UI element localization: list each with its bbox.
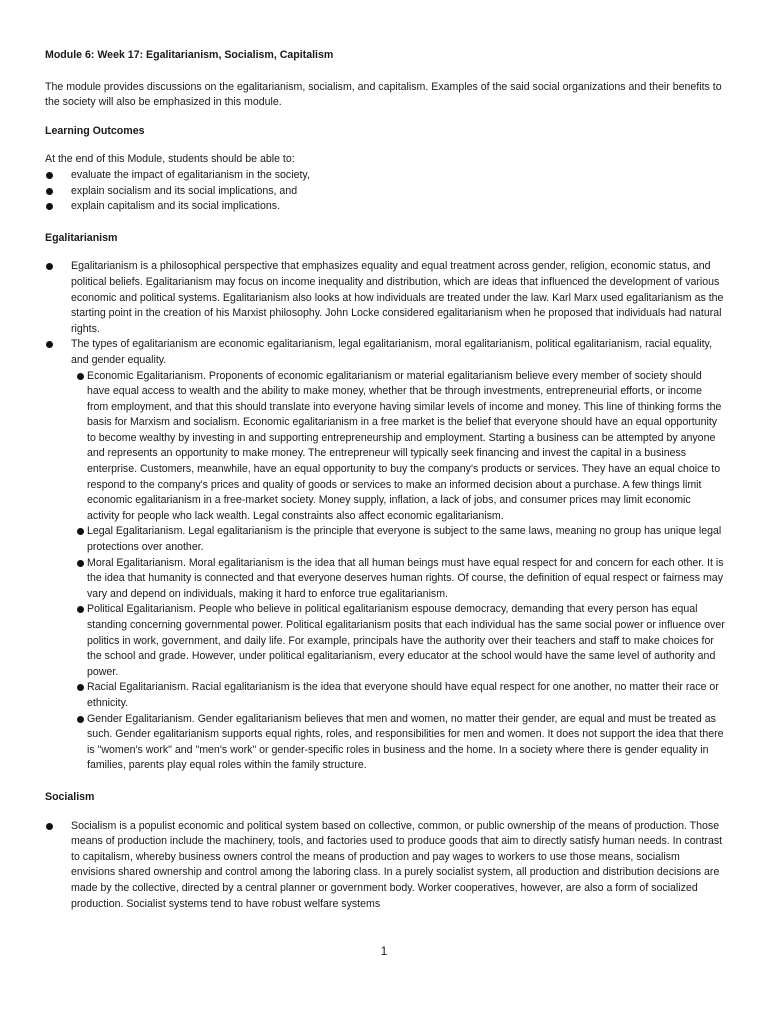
list-item: Egalitarianism is a philosophical perspective that emphasizes equality and equal treatment across gender, religion, economic status, and political beliefs. Egalitarianism may focus on income inequality and distribution, which are ideas that influenced the development of various economic and political systems. Egalitarianism also looks at how individuals are treated under the law. Karl Marx used egalitarianism as the starting point in the creation of his Marxist philosophy. John Locke considered egalitarianism when he proposed that individuals had natural rights. xyxy=(45,259,725,337)
list-item: Economic Egalitarianism. Proponents of economic egalitarianism or material egalitarianism believe every member of society should have equal access to wealth and the ability to make money, whether that be through investments, entrepreneurial efforts, or income from employment, and that this should translate into everyone having similar levels of income and money. This line of thinking forms the basis for Marxism and socialism. Economic egalitarianism in a free market is the belief that everyone should have an equal opportunity to become wealthy by investing in and supporting entrepreneurship and employment. Starting a business can be attempted by anyone and represents an opportunity to make money. The entrepreneur will typically seek financing and invest the capital in a business enterprise. Customers, meanwhile, have an equal opportunity to buy the company's products or services. They have an equal choice to respond to the company's prices and quality of goods or services to make an informed decision about a purchase. A few things limit economic egalitarianism in a free-market society. Money supply, inflation, a lack of jobs, and consumer prices may limit economic activity for people who lack wealth. Legal constraints also affect economic egalitarianism. xyxy=(45,369,725,525)
list-item xyxy=(45,337,725,774)
egalitarianism-heading: Egalitarianism xyxy=(45,231,118,244)
list-item: evaluate the impact of egalitarianism in the society, xyxy=(45,168,725,184)
learning-outcomes-heading: Learning Outcomes xyxy=(45,124,145,137)
learning-outcomes-list xyxy=(45,168,725,215)
list-item: Legal Egalitarianism. Legal egalitarianism is the principle that everyone is subject to the same laws, meaning no group has unique legal protections over another. xyxy=(45,524,725,555)
egalitarianism-list xyxy=(45,259,725,774)
types-lead: The types of egalitarianism are economic egalitarianism, legal egalitarianism, moral egalitarianism, political egalitarianism, racial equality, and gender equality. xyxy=(71,338,713,366)
learning-outcomes-lead: At the end of this Module, students should be able to: xyxy=(45,153,295,166)
egalitarianism-types-list xyxy=(45,369,725,774)
list-item: Gender Egalitarianism. Gender egalitarianism believes that men and women, no matter their gender, are equal and must be treated as such. Gender egalitarianism supports equal rights, roles, and responsibilities for men and women. It does not support the idea that there is "women's work" and "men's work" or gender-specific roles in business and the home. In a society where there is gender equality in families, parents play equal roles within the family structure. xyxy=(45,712,725,774)
list-item: Racial Egalitarianism. Racial egalitarianism is the idea that everyone should have equal respect for one another, no matter their race or ethnicity. xyxy=(45,680,725,711)
list-item: Moral Egalitarianism. Moral egalitarianism is the idea that all human beings must have equal respect for and concern for each other. It is the idea that humanity is connected and that everyone deserves human rights. Of course, the definition of equal respect or fairness may vary and depend on individuals, making it hard to enforce true egalitarianism. xyxy=(45,556,725,603)
list-item: Socialism is a populist economic and political system based on collective, common, or public ownership of the means of production. Those means of production include the machinery, tools, and factories used to produce goods that aim to directly satisfy human needs. In contrast to capitalism, whereby business owners control the means of production and pay wages to workers to use those means, socialism envisions shared ownership and control among the laboring class. In a purely socialist system, all production and distribution decisions are made by the collective, directed by a central planner or government body. Worker cooperatives, however, are also a form of socialized production. Socialist systems tend to have robust welfare systems xyxy=(45,819,725,913)
list-item: explain socialism and its social implications, and xyxy=(45,184,725,200)
module-title: Module 6: Week 17: Egalitarianism, Socialism, Capitalism xyxy=(45,49,334,61)
list-item: explain capitalism and its social implications. xyxy=(45,199,725,215)
socialism-list xyxy=(45,819,725,913)
document-page xyxy=(45,48,725,912)
intro-paragraph: The module provides discussions on the egalitarianism, socialism, and capitalism. Examples of the said social organizations and their benefits to the society will also be emphasized in this module. xyxy=(45,80,722,109)
socialism-heading: Socialism xyxy=(45,790,95,803)
page-number: 1 xyxy=(380,944,388,958)
list-item: Political Egalitarianism. People who believe in political egalitarianism espouse democracy, demanding that every person has equal standing concerning governmental power. Political egalitarianism posits that each individual has the same social power or influence over politics in work, government, and daily life. For example, principals have the authority over their teachers and staff to make choices for the school and grade. However, under political egalitarianism, every educator at the school would have the same level of authority and power. xyxy=(45,602,725,680)
